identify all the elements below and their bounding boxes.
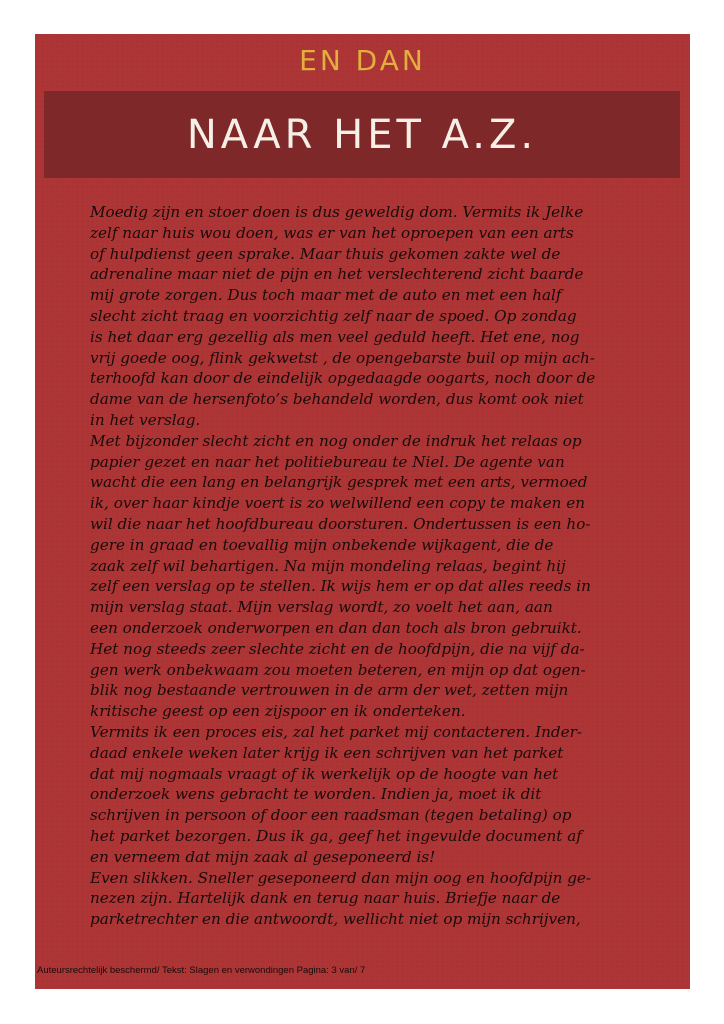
title-band — [44, 91, 680, 178]
text-line: slecht zicht traag en voorzichtig zelf naar de spoed. Op zondag — [90, 306, 577, 325]
text-line: terhoofd kan door de eindelijk opgedaagde oogarts, noch door de — [90, 369, 596, 388]
text-line: een onderzoek onderworpen en dan dan toch als bron gebruikt. — [90, 618, 582, 637]
text-line: nezen zijn. Hartelijk dank en terug naar huis. Briefje naar de — [90, 889, 561, 908]
text-line: parketrechter en die antwoordt, wellicht niet op mijn schrijven, — [90, 910, 581, 929]
text-line: schrijven in persoon of door een raadsman (tegen betaling) op — [90, 806, 572, 825]
text-line: gen werk onbekwaam zou moeten beteren, en mijn op dat ogen- — [90, 660, 586, 679]
text-line: papier gezet en naar het politiebureau te Niel. De agente van — [90, 452, 565, 471]
text-line: Met bijzonder slecht zicht en nog onder de indruk het relaas op — [90, 431, 582, 450]
text-line: is het daar erg gezellig als men veel geduld heeft. Het ene, nog — [90, 327, 580, 346]
text-line: wil die naar het hoofdbureau doorsturen. Ondertussen is een ho- — [90, 514, 591, 533]
text-line: adrenaline maar niet de pijn en het verslechterend zicht baarde — [90, 265, 584, 284]
body-text — [90, 202, 650, 930]
text-line: het parket bezorgen. Dus ik ga, geef het ingevulde document af — [90, 826, 582, 845]
text-line: dat mij nogmaals vraagt of ik werkelijk op de hoogte van het — [90, 764, 559, 783]
text-line: zelf naar huis wou doen, was er van het oproepen van een arts — [90, 223, 574, 242]
text-line: en verneem dat mijn zaak al geseponeerd is! — [90, 847, 436, 866]
text-line: Vermits ik een proces eis, zal het parket mij contacteren. Inder- — [90, 722, 582, 741]
page-footer: Auteursrechtelijk beschermd/ Tekst: Slagen en verwondingen Pagina: 3 van/ 7 — [37, 965, 366, 976]
text-line: onderzoek wens gebracht te worden. Indien ja, moet ik dit — [90, 785, 542, 804]
text-line: daad enkele weken later krijg ik een schrijven van het parket — [90, 743, 564, 762]
text-line: vrij goede oog, flink gekwetst , de opengebarste buil op mijn ach- — [90, 348, 595, 367]
kicker-heading: EN DAN — [299, 44, 426, 77]
text-line: of hulpdienst geen sprake. Maar thuis gekomen zakte wel de — [90, 244, 561, 263]
text-line: kritische geest op een zijspoor en ik onderteken. — [90, 702, 466, 721]
text-line: zaak zelf wil behartigen. Na mijn mondeling relaas, begint hij — [90, 556, 566, 575]
text-line: Even slikken. Sneller geseponeerd dan mijn oog en hoofdpijn ge- — [90, 868, 592, 887]
text-line: zelf een verslag op te stellen. Ik wijs hem er op dat alles reeds in — [90, 577, 591, 596]
text-line: in het verslag. — [90, 410, 201, 429]
text-line: mijn verslag staat. Mijn verslag wordt, zo voelt het aan, aan — [90, 598, 553, 617]
text-line: Het nog steeds zeer slechte zicht en de hoofdpijn, die na vijf da- — [90, 639, 585, 658]
text-line: ik, over haar kindje voert is zo welwillend een copy te maken en — [90, 494, 585, 513]
page-title: NAAR HET A.Z. — [186, 111, 538, 158]
text-line: wacht die een lang en belangrijk gesprek met een arts, vermoed — [90, 473, 588, 492]
text-line: Moedig zijn en stoer doen is dus geweldig dom. Vermits ik Jelke — [90, 203, 584, 221]
text-line: blik nog bestaande vertrouwen in de arm der wet, zetten mijn — [90, 681, 569, 700]
page — [35, 34, 690, 989]
text-line: dame van de hersenfoto’s behandeld worden, dus komt ook niet — [90, 390, 584, 409]
text-line: mij grote zorgen. Dus toch maar met de auto en met een half — [90, 286, 562, 305]
text-line: gere in graad en toevallig mijn onbekende wijkagent, die de — [90, 535, 554, 554]
